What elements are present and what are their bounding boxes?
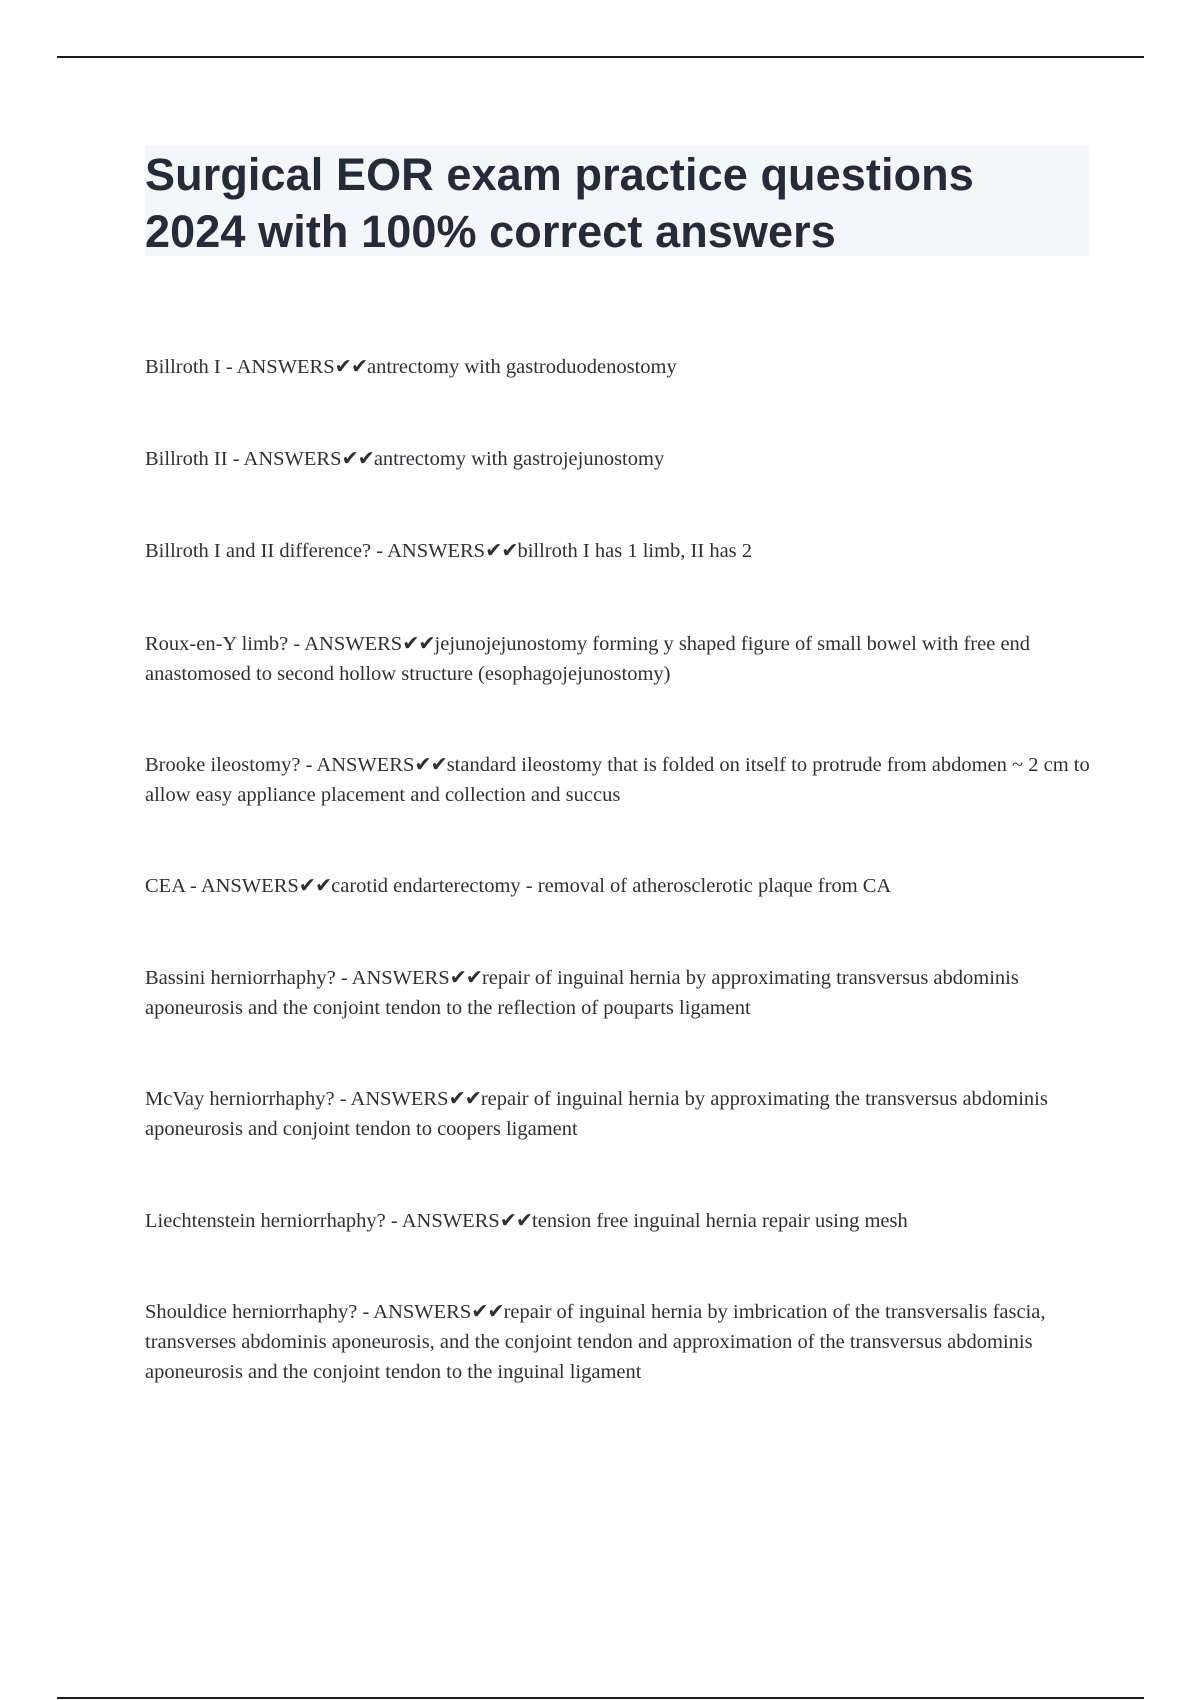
check-icon: ✔✔ [499, 1210, 533, 1232]
title-line-2: 2024 with 100% correct answers [145, 206, 836, 257]
qa-item [145, 1084, 1090, 1144]
question: CEA [145, 875, 185, 897]
check-icon: ✔✔ [414, 754, 447, 776]
answers-separator: - ANSWERS [288, 633, 403, 655]
qa-item [145, 444, 664, 474]
title-box [145, 146, 1089, 256]
check-icon: ✔✔ [334, 356, 367, 378]
check-icon: ✔✔ [448, 1088, 481, 1110]
document-title [145, 146, 1089, 260]
qa-item [145, 750, 1090, 810]
answers-separator: - ANSWERS [334, 1088, 449, 1110]
qa-item [145, 1206, 908, 1236]
question: Billroth I [145, 356, 221, 378]
qa-item [145, 352, 677, 382]
check-icon: ✔✔ [471, 1301, 504, 1323]
answers-separator: - ANSWERS [385, 1210, 500, 1232]
answer: repair of inguinal hernia by imbrication of the transversalis fascia, transverses abdominis aponeurosis, and the conjoint tendon and approximation of the transversus abdominis aponeurosis and the conjoint tendon to the inguinal ligament [145, 1301, 1046, 1383]
answer: jejunojejunostomy forming y shaped figure of small bowel with free end anastomosed to second hollow structure (esophagojejunostomy) [145, 633, 1031, 685]
question: Brooke ileostomy? [145, 754, 301, 776]
answer: standard ileostomy that is folded on itself to protrude from abdomen ~ 2 cm to allow easy appliance placement and collection and succus [145, 754, 1090, 806]
check-icon: ✔✔ [341, 448, 374, 470]
answer: tension free inguinal hernia repair using mesh [532, 1210, 908, 1232]
top-rule [57, 56, 1144, 58]
answers-separator: - ANSWERS [227, 448, 342, 470]
answers-separator: - ANSWERS [220, 356, 335, 378]
qa-item [145, 536, 752, 566]
qa-item [145, 629, 1090, 689]
question: Billroth I and II difference? [145, 540, 372, 562]
question: Billroth II [145, 448, 228, 470]
answer: repair of inguinal hernia by approximating the transversus abdominis aponeurosis and conjoint tendon to coopers ligament [145, 1088, 1048, 1140]
qa-item [145, 1297, 1090, 1387]
bottom-rule [57, 1697, 1144, 1699]
answers-separator: - ANSWERS [335, 967, 450, 989]
question: McVay herniorrhaphy? [145, 1088, 335, 1110]
answers-separator: - ANSWERS [184, 875, 299, 897]
answer: antrectomy with gastrojejunostomy [373, 448, 665, 470]
answers-separator: - ANSWERS [357, 1301, 472, 1323]
question: Liechtenstein herniorrhaphy? [145, 1210, 386, 1232]
question: Bassini herniorrhaphy? [145, 967, 336, 989]
question: Roux-en-Y limb? [145, 633, 289, 655]
answer: repair of inguinal hernia by approximating transversus abdominis aponeurosis and the conjoint tendon to the reflection of pouparts ligament [145, 967, 1019, 1019]
answers-separator: - ANSWERS [371, 540, 486, 562]
check-icon: ✔✔ [449, 967, 482, 989]
qa-item [145, 871, 891, 901]
check-icon: ✔✔ [298, 875, 332, 897]
answer: antrectomy with gastroduodenostomy [367, 356, 677, 378]
title-line-1: Surgical EOR exam practice questions [145, 149, 974, 200]
check-icon: ✔✔ [485, 540, 518, 562]
check-icon: ✔✔ [402, 633, 435, 655]
question: Shouldice herniorrhaphy? [145, 1301, 358, 1323]
answers-separator: - ANSWERS [300, 754, 415, 776]
qa-item [145, 963, 1090, 1023]
answer: billroth I has 1 limb, II has 2 [517, 540, 753, 562]
answer: carotid endarterectomy - removal of atherosclerotic plaque from CA [331, 875, 892, 897]
